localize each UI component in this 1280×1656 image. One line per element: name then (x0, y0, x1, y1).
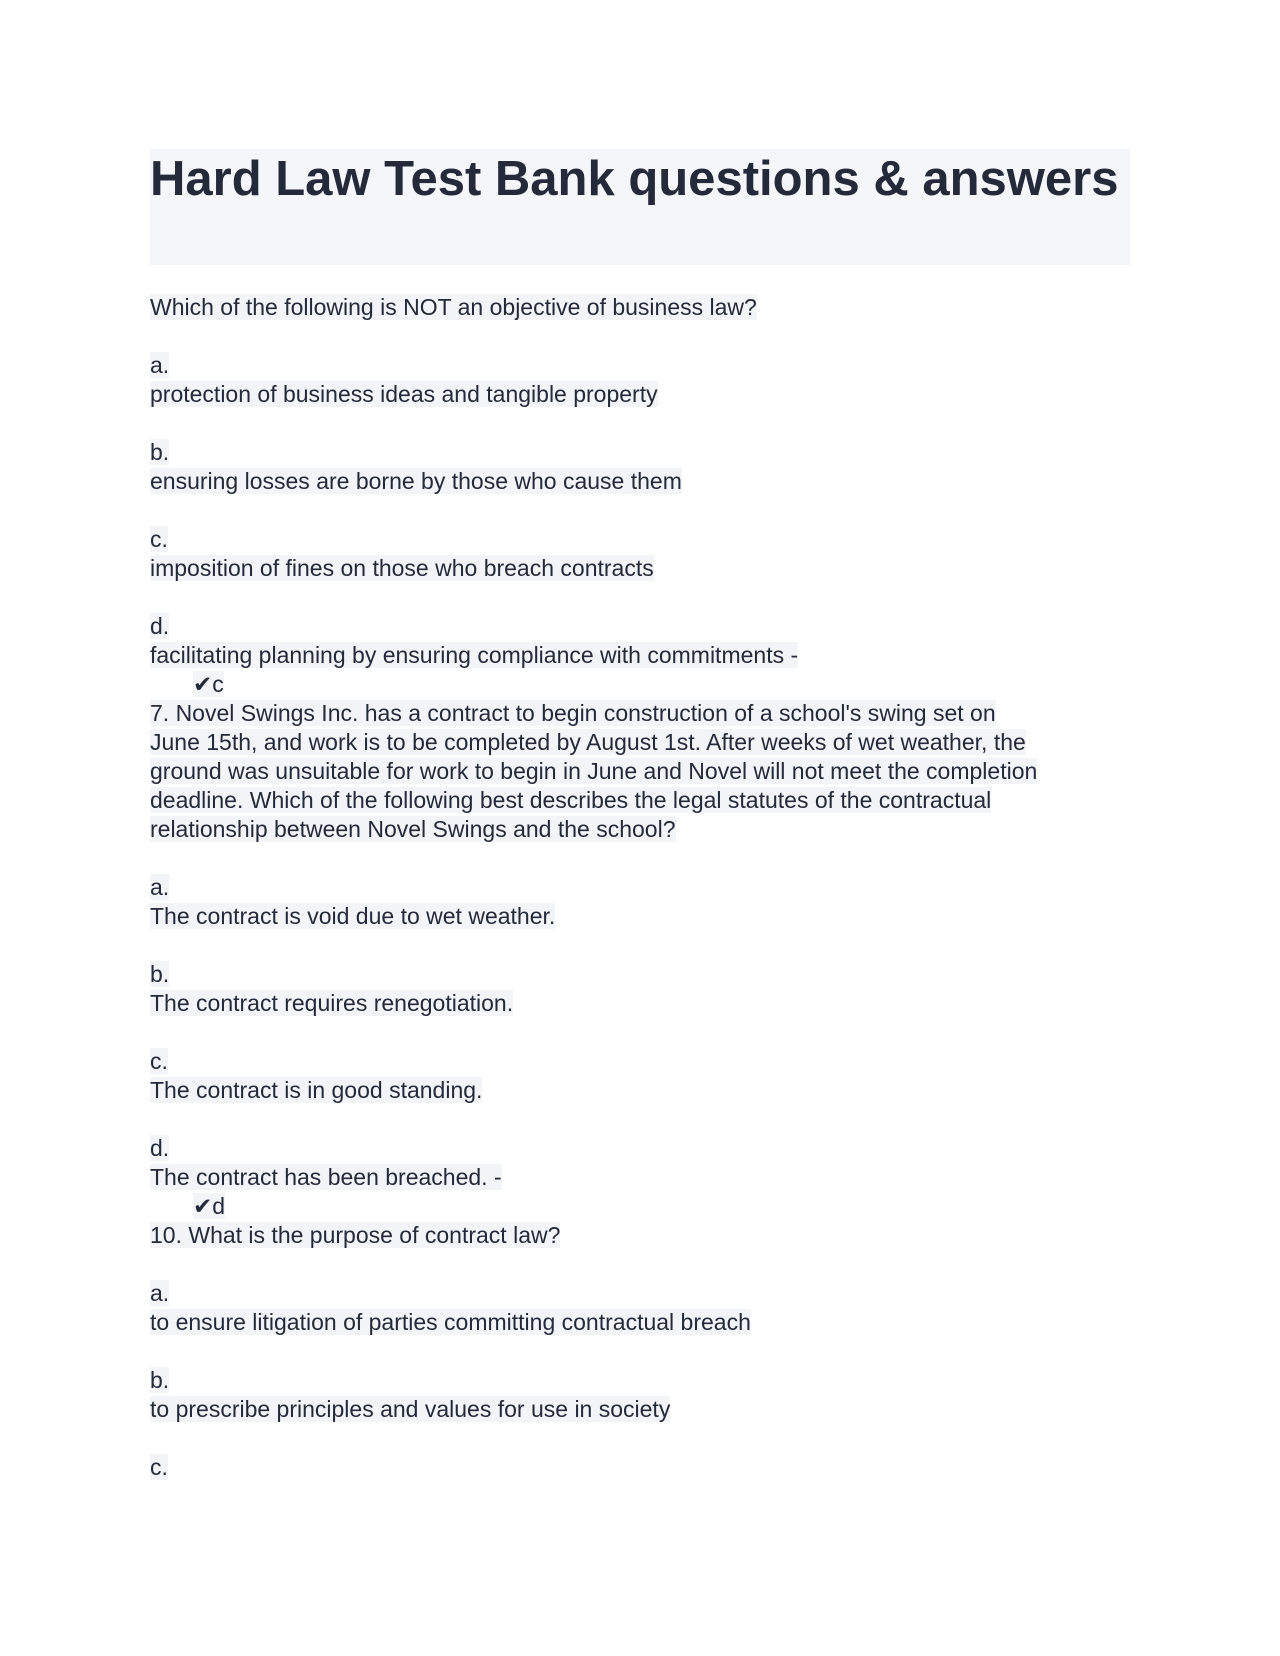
correct-answer: ✔d (193, 1193, 226, 1219)
option-text: to ensure litigation of parties committing contractual breach (150, 1309, 751, 1335)
question-1 (150, 293, 1130, 699)
option-text: The contract is in good standing. (150, 1077, 483, 1103)
question-stem: Which of the following is NOT an objective of business law? (150, 294, 757, 320)
question-stem-line: 7. Novel Swings Inc. has a contract to begin construction of a school's swing set on (150, 700, 996, 726)
option-letter: a. (150, 352, 170, 378)
option-letter: b. (150, 439, 170, 465)
option-text: to prescribe principles and values for use in society (150, 1396, 671, 1422)
question-stem-line: relationship between Novel Swings and the school? (150, 816, 676, 842)
question-stem-line: deadline. Which of the following best describes the legal statutes of the contractual (150, 787, 992, 813)
page-title: Hard Law Test Bank questions & answers (150, 152, 1119, 206)
document-page (150, 149, 1130, 1482)
title-block (150, 149, 1130, 265)
option-text: The contract is void due to wet weather. (150, 903, 556, 929)
question-stem-line: June 15th, and work is to be completed by August 1st. After weeks of wet weather, the (150, 729, 1026, 755)
question-7 (150, 699, 1130, 1221)
option-text: The contract has been breached. - (150, 1164, 502, 1190)
question-10 (150, 1221, 1130, 1482)
option-text: imposition of fines on those who breach contracts (150, 555, 654, 581)
option-letter: d. (150, 1135, 170, 1161)
option-text: protection of business ideas and tangible property (150, 381, 658, 407)
question-stem-line: ground was unsuitable for work to begin in June and Novel will not meet the completion (150, 758, 1038, 784)
option-letter: c. (150, 526, 168, 552)
option-letter: d. (150, 613, 170, 639)
option-letter: a. (150, 874, 170, 900)
option-text: ensuring losses are borne by those who cause them (150, 468, 682, 494)
option-text: facilitating planning by ensuring compliance with commitments - (150, 642, 799, 668)
option-letter: a. (150, 1280, 170, 1306)
correct-answer: ✔c (193, 671, 224, 697)
option-letter: b. (150, 1367, 170, 1393)
option-letter: c. (150, 1454, 168, 1480)
option-text: The contract requires renegotiation. (150, 990, 514, 1016)
option-letter: c. (150, 1048, 168, 1074)
question-stem: 10. What is the purpose of contract law? (150, 1222, 561, 1248)
option-letter: b. (150, 961, 170, 987)
